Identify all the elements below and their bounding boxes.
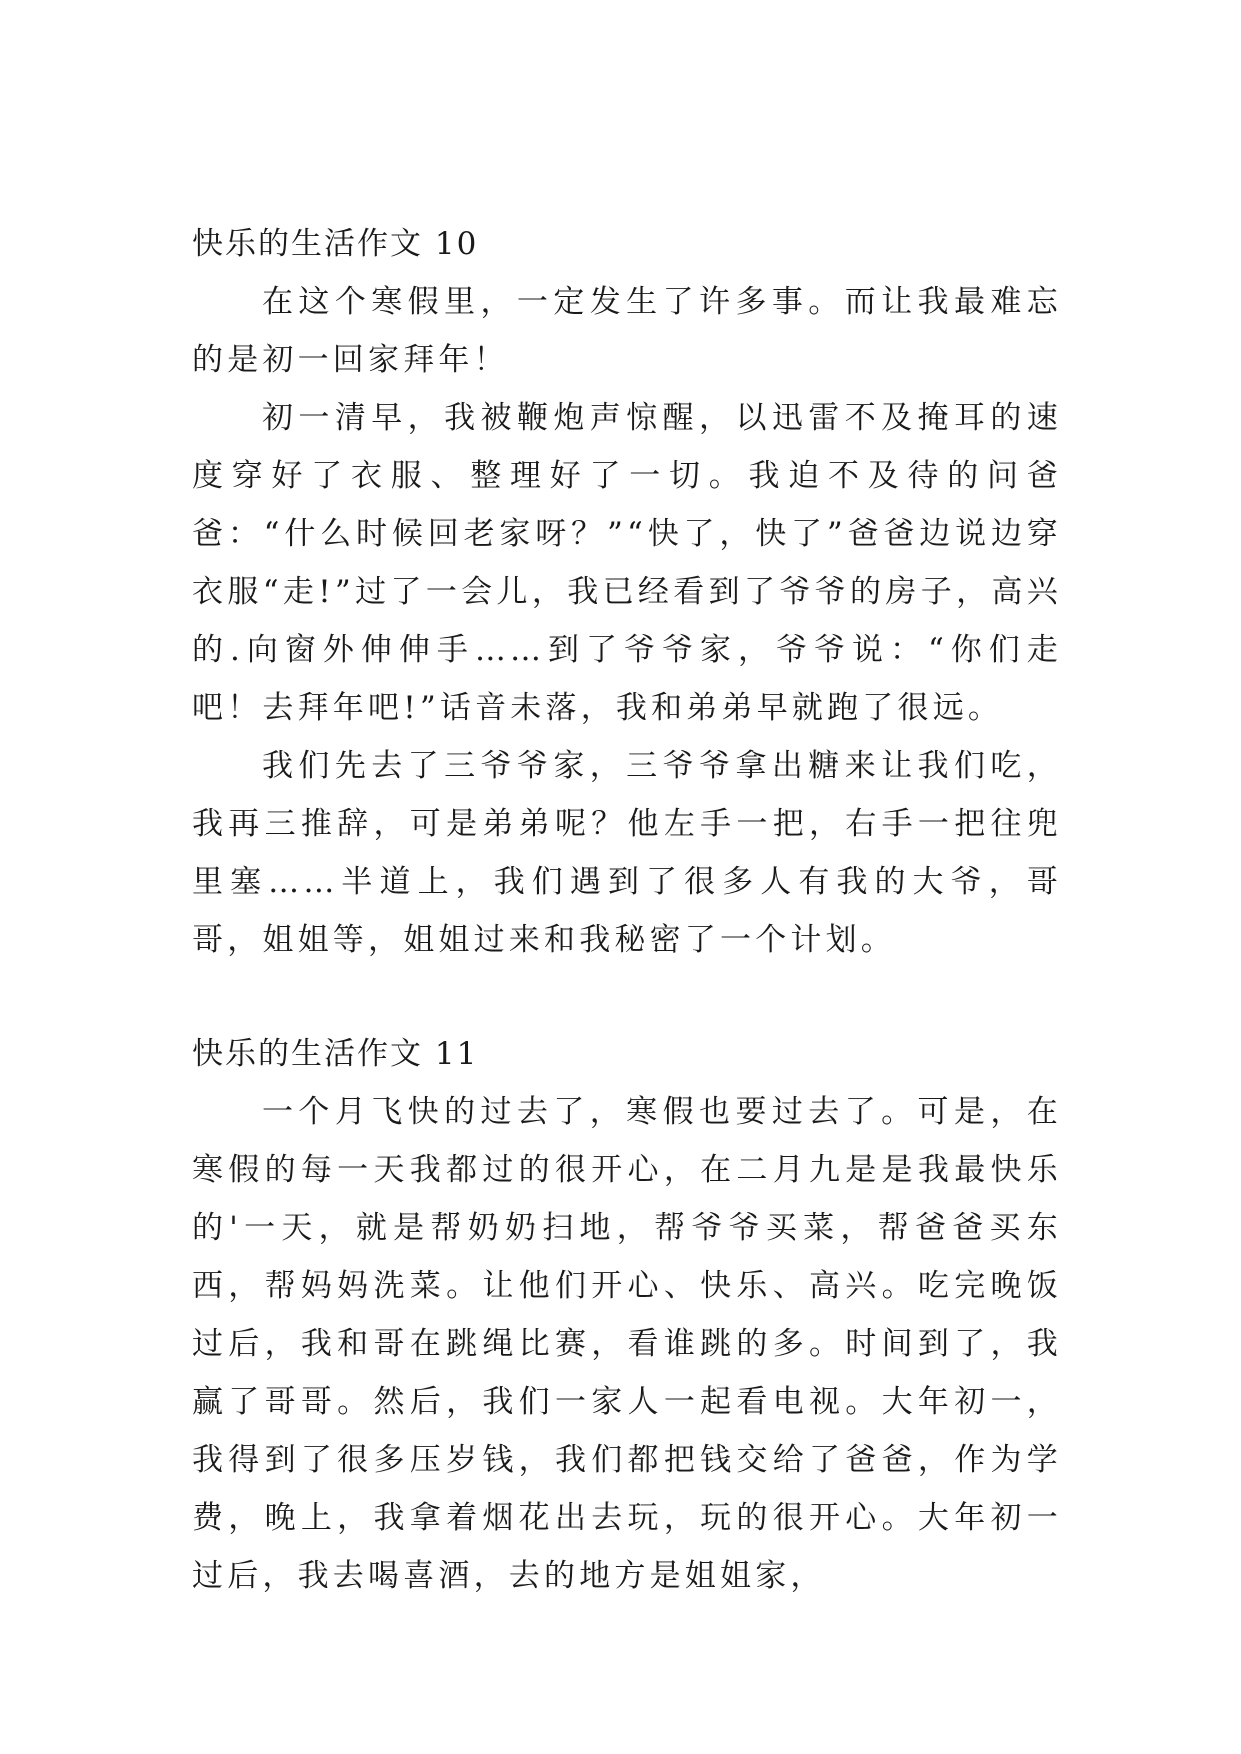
section-title: 快乐的生活作文 11 <box>192 1036 479 1072</box>
paragraph: 初一清早，我被鞭炮声惊醒，以迅雷不及掩耳的速度穿好了衣服、整理好了一切。我迫不及待的问爸爸：“什么时候回老家呀？”“快了，快了”爸爸边说边穿衣服“走!”过了一会儿，我已经看到了爷爷的房子，高兴的.向窗外伸伸手……到了爷爷家，爷爷说：“你们走吧！去拜年吧!”话音未落，我和弟弟早就跑了很远。 <box>192 400 1062 726</box>
paragraph: 一个月飞快的过去了，寒假也要过去了。可是，在寒假的每一天我都过的很开心，在二月九是是我最快乐的'一天，就是帮奶奶扫地，帮爷爷买菜，帮爸爸买东西，帮妈妈洗菜。让他们开心、快乐、高兴。吃完晚饭过后，我和哥在跳绳比赛，看谁跳的多。时间到了，我赢了哥哥。然后，我们一家人一起看电视。大年初一，我得到了很多压岁钱，我们都把钱交给了爸爸，作为学费，晚上，我拿着烟花出去玩，玩的很开心。大年初一过后，我去喝喜酒，去的地方是姐姐家， <box>192 1094 1062 1594</box>
paragraph: 在这个寒假里，一定发生了许多事。而让我最难忘的是初一回家拜年！ <box>192 284 1062 378</box>
section-body <box>192 273 1062 969</box>
section-body <box>192 1083 1062 1605</box>
section-title: 快乐的生活作文 10 <box>192 226 479 262</box>
paragraph: 我们先去了三爷爷家，三爷爷拿出糖来让我们吃，我再三推辞，可是弟弟呢？他左手一把，右手一把往兜里塞……半道上，我们遇到了很多人有我的大爷，哥哥，姐姐等，姐姐过来和我秘密了一个计划。 <box>192 748 1062 958</box>
